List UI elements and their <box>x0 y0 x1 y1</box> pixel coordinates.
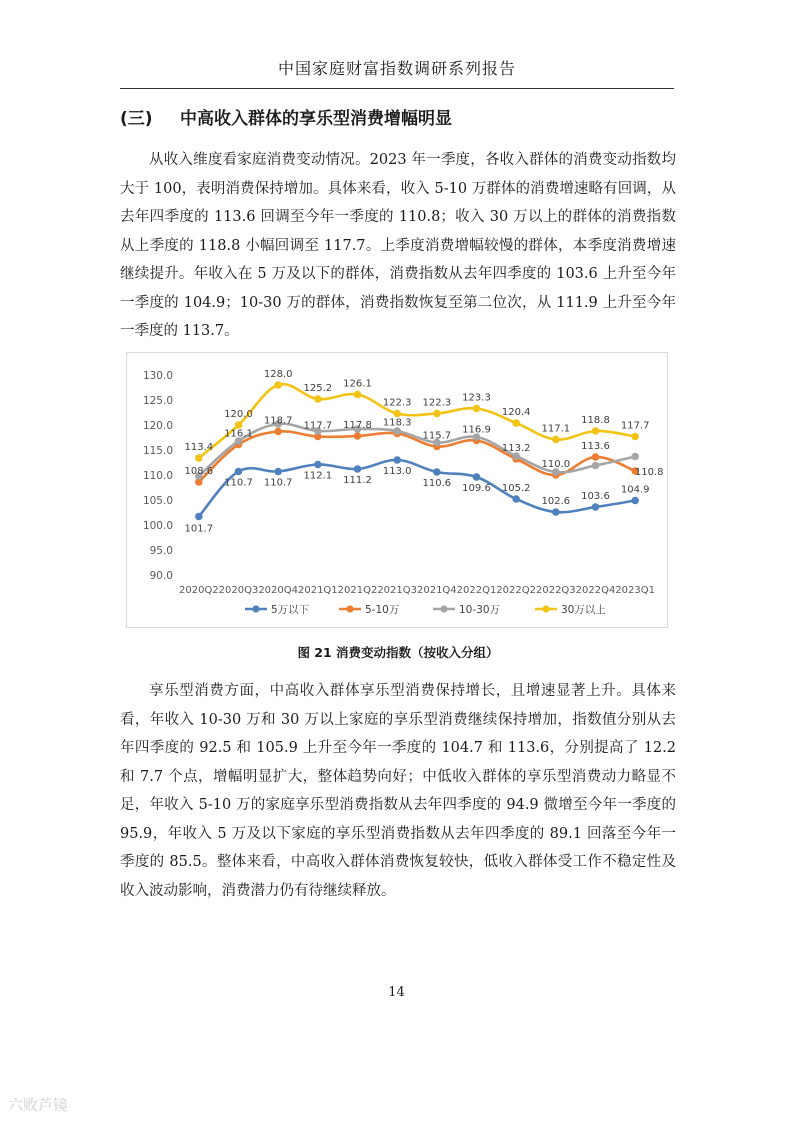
data-label: 113.0 <box>382 466 412 477</box>
data-label: 123.3 <box>462 392 491 404</box>
x-tick-label: 2022Q3 <box>535 585 576 596</box>
data-point <box>552 436 560 444</box>
data-point <box>473 473 481 481</box>
legend-marker <box>252 605 259 612</box>
data-label: 113.4 <box>184 442 214 453</box>
data-point <box>552 508 560 516</box>
section-title: 中高收入群体的享乐型消费增幅明显 <box>180 109 452 129</box>
data-label: 111.2 <box>343 475 372 486</box>
data-point <box>433 468 441 476</box>
legend-marker <box>542 605 549 612</box>
data-point <box>314 461 322 469</box>
data-label: 118.8 <box>581 415 610 426</box>
data-point <box>631 433 639 441</box>
data-label: 122.3 <box>422 397 452 409</box>
data-label: 116.9 <box>462 424 491 436</box>
x-tick-label: 2023Q1 <box>615 585 656 596</box>
data-point <box>274 428 282 436</box>
section-number: (三) <box>120 109 153 129</box>
y-tick-label: 115.0 <box>142 445 173 457</box>
data-label: 110.7 <box>263 477 293 489</box>
data-label: 113.2 <box>501 443 531 454</box>
data-label: 122.3 <box>382 397 412 409</box>
data-label: 117.8 <box>343 420 372 431</box>
data-label: 117.7 <box>620 420 650 432</box>
consumption-index-chart <box>126 352 668 628</box>
x-tick-label: 2020Q3 <box>218 585 259 596</box>
watermark-logo: 六败芦镜 <box>8 1096 69 1114</box>
data-label: 126.1 <box>343 378 372 390</box>
data-label: 104.9 <box>620 484 650 496</box>
data-point <box>631 497 639 505</box>
x-tick-label: 2021Q4 <box>416 585 457 596</box>
data-point <box>314 395 322 403</box>
legend-label: 30万以上 <box>561 604 606 616</box>
x-tick-label: 2020Q2 <box>178 585 219 596</box>
data-label: 112.1 <box>303 470 333 482</box>
data-point <box>393 456 401 464</box>
body-paragraph-2: 享乐型消费方面，中高收入群体享乐型消费保持增长，且增速显著上升。具体来看，年收入 10-30 万和 30 万以上家庭的享乐型消费继续保持增加，指数值分别从去年四季度的 92.5 和 105.9 上升至今年一季度的 104.7 和 113.6，分别提高了 12.2 和 7.7 个点，增幅明显扩大，整体趋势向好；中低收入群体的享乐型消费动力略显不足，年收入 5-10 万的家庭享乐型消费指数从去年四季度的 94.9 微增至今年一季度的 95.9，年收入 5 万及以下家庭的享乐型消费指数从去年四季度的 89.1 回落至今年一季度的 85.5。整体来看，中高收入群体消费恢复较快，低收入群体受工作不稳定性及收入波动影响，消费潜力仍有待继续释放。 <box>120 683 676 899</box>
y-tick-label: 105.0 <box>142 495 173 507</box>
data-label: 118.3 <box>382 417 412 429</box>
data-point <box>592 503 600 511</box>
data-point <box>354 391 362 399</box>
x-tick-label: 2022Q1 <box>456 585 497 596</box>
data-label: 120.0 <box>224 409 253 420</box>
legend-label: 5万以下 <box>271 604 310 616</box>
data-label: 108.6 <box>184 466 214 477</box>
data-point <box>631 453 639 461</box>
x-tick-label: 2022Q2 <box>496 585 537 596</box>
section-heading <box>120 104 452 129</box>
data-point <box>512 419 520 427</box>
data-point <box>195 454 203 462</box>
data-label: 115.7 <box>422 430 452 442</box>
x-tick-label: 2021Q3 <box>377 585 418 596</box>
data-label: 125.2 <box>303 383 333 394</box>
data-label: 102.6 <box>541 496 571 507</box>
data-label: 117.1 <box>541 423 571 435</box>
chart-canvas <box>127 353 667 627</box>
y-tick-label: 110.0 <box>142 470 173 482</box>
data-point <box>274 468 282 476</box>
data-label: 110.8 <box>634 467 664 478</box>
x-tick-label: 2020Q4 <box>258 585 299 596</box>
data-point <box>354 465 362 473</box>
page-header-title: 中国家庭财富指数调研系列报告 <box>277 59 516 78</box>
data-point <box>592 462 600 470</box>
data-label: 103.6 <box>581 491 610 502</box>
body-paragraph-1: 从收入维度看家庭消费变动情况。2023 年一季度，各收入群体的消费变动指数均大于 100，表明消费保持增加。具体来看，收入 5-10 万群体的消费增速略有回调，从去年四季度的 113.6 回调至今年一季度的 110.8；收入 30 万以上的群体的消费指数从上季度的 118.8 小幅回调至 117.7。上季度消费增幅较慢的群体，本季度消费增速继续提升。年收入在 5 万及以下的群体，消费指数从去年四季度的 103.6 上升至今年一季度的 104.9；10-30 万的群体，消费指数恢复至第二位次，从 111.9 上升至今年一季度的 113.7。 <box>120 152 676 339</box>
data-point <box>354 432 362 440</box>
legend-label: 10-30万 <box>459 604 501 616</box>
y-tick-label: 125.0 <box>142 395 173 407</box>
data-point <box>473 405 481 413</box>
data-label: 117.7 <box>303 420 333 432</box>
data-point <box>235 468 243 476</box>
data-point <box>512 495 520 503</box>
data-point <box>274 381 282 389</box>
y-tick-label: 120.0 <box>142 420 173 432</box>
legend-marker <box>346 605 353 612</box>
data-label: 110.6 <box>422 478 452 489</box>
data-label: 120.4 <box>501 407 531 418</box>
x-tick-label: 2021Q1 <box>297 585 338 596</box>
figure-caption: 图 21 消费变动指数（按收入分组） <box>297 645 499 660</box>
data-point <box>393 410 401 418</box>
data-point <box>592 453 600 461</box>
x-tick-label: 2021Q2 <box>337 585 378 596</box>
data-label: 109.6 <box>462 483 491 494</box>
data-label: 105.2 <box>501 483 531 494</box>
y-tick-label: 95.0 <box>149 545 173 557</box>
header-rule <box>120 88 674 89</box>
data-point <box>433 410 441 418</box>
page-number: 14 <box>388 985 405 1000</box>
x-tick-label: 2022Q4 <box>575 585 616 596</box>
data-label: 118.7 <box>263 415 293 427</box>
data-label: 110.0 <box>541 459 571 470</box>
legend-label: 5-10万 <box>365 604 400 616</box>
data-point <box>592 427 600 435</box>
y-tick-label: 90.0 <box>149 570 173 582</box>
y-tick-label: 100.0 <box>142 520 173 532</box>
data-label: 128.0 <box>263 369 293 380</box>
y-tick-label: 130.0 <box>142 370 173 382</box>
data-label: 110.7 <box>224 477 253 489</box>
data-label: 101.7 <box>184 523 214 535</box>
data-label: 116.1 <box>224 428 253 440</box>
legend-marker <box>440 605 447 612</box>
data-label: 113.6 <box>581 441 610 452</box>
data-point <box>195 513 203 521</box>
